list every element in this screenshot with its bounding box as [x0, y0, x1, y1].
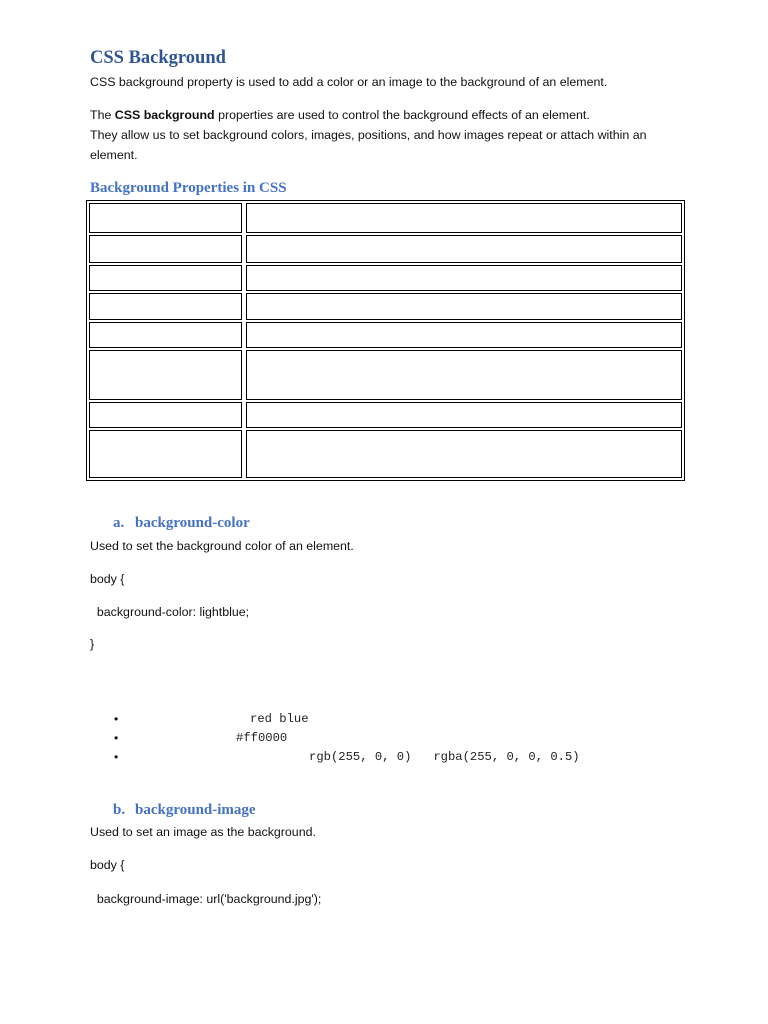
code-line: background-color: lightblue;	[90, 605, 250, 619]
table-row	[89, 430, 682, 478]
table-cell-property	[89, 235, 242, 263]
section-description: Used to set an image as the background.	[90, 825, 316, 839]
table-row	[89, 402, 682, 428]
table-cell-description	[246, 402, 682, 428]
description-line-2: They allow us to set background colors, images, positions, and how images repeat or attach within an	[90, 128, 647, 142]
code-line: body {	[90, 572, 125, 586]
section-heading-background-color	[113, 515, 250, 532]
table-row	[89, 293, 682, 320]
bullet-icon: •	[114, 712, 119, 726]
section-marker: a.	[113, 515, 125, 531]
description-suffix: properties are used to control the background effects of an element.	[214, 108, 590, 122]
section-marker: b.	[113, 802, 126, 818]
section-title: background-color	[135, 515, 250, 531]
table-cell-description	[246, 293, 682, 320]
code-line: body {	[90, 858, 125, 872]
table-row	[89, 322, 682, 348]
bullet-icon: •	[114, 750, 119, 764]
table-cell-property	[89, 402, 242, 428]
code-line: }	[90, 637, 95, 651]
description-prefix: The	[90, 108, 115, 122]
table-cell-description	[246, 322, 682, 348]
intro-paragraph: CSS background property is used to add a color or an image to the background of an element.	[90, 75, 608, 89]
table-cell-property	[89, 322, 242, 348]
properties-table	[86, 200, 685, 481]
bullet-code-value: rgb(255, 0, 0) rgba(255, 0, 0, 0.5)	[309, 750, 580, 764]
section-heading-properties: Background Properties in CSS	[90, 180, 287, 196]
table-cell-description	[246, 265, 682, 291]
description-paragraph	[90, 105, 590, 125]
table-cell-description	[246, 203, 682, 233]
table-cell-description	[246, 350, 682, 400]
code-line: background-image: url('background.jpg');	[90, 892, 322, 906]
table-cell-property	[89, 293, 242, 320]
table-row	[89, 235, 682, 263]
table-row	[89, 265, 682, 291]
section-heading-background-image	[113, 802, 256, 819]
description-line-3: element.	[90, 148, 138, 162]
table-cell-description	[246, 235, 682, 263]
section-description: Used to set the background color of an element.	[90, 539, 354, 553]
table-row	[89, 203, 682, 233]
table-cell-property	[89, 265, 242, 291]
table-cell-property	[89, 350, 242, 400]
section-title: background-image	[135, 802, 256, 818]
table-cell-property	[89, 203, 242, 233]
page-title: CSS Background	[90, 48, 226, 68]
table-cell-property	[89, 430, 242, 478]
description-bold-term: CSS background	[114, 108, 215, 122]
bullet-icon: •	[114, 731, 119, 745]
table-cell-description	[246, 430, 682, 478]
bullet-code-value: red blue	[250, 712, 309, 726]
bullet-code-value: #ff0000	[236, 731, 288, 745]
table-row	[89, 350, 682, 400]
